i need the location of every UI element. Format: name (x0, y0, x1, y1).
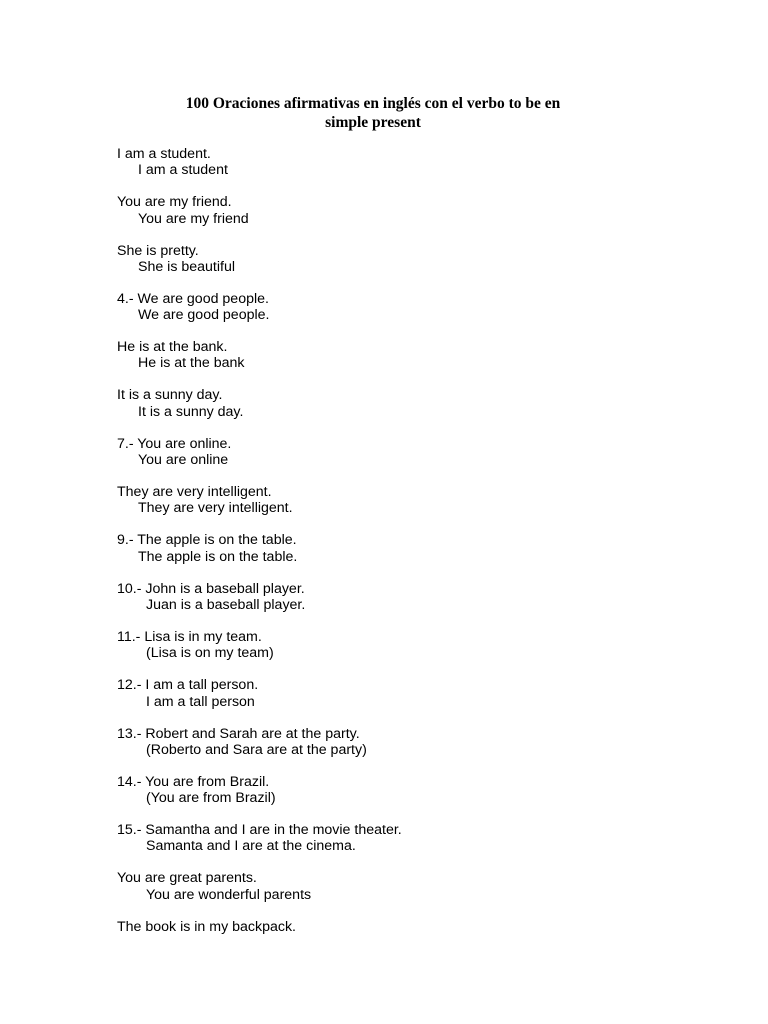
sentence-entry (117, 194, 677, 242)
sentence-entry (117, 581, 677, 629)
translation-sentence: I am a student (138, 162, 228, 179)
english-sentence: 9.- The apple is on the table. (117, 532, 297, 549)
sentence-entry (117, 532, 677, 580)
translation-sentence: (Lisa is on my team) (146, 645, 274, 662)
english-sentence: 15.- Samantha and I are in the movie theater. (117, 822, 402, 839)
translation-sentence: You are wonderful parents (146, 886, 312, 903)
english-sentence: You are my friend. (117, 194, 232, 211)
translation-sentence: Juan is a baseball player. (146, 596, 306, 613)
sentence-entry (117, 774, 677, 822)
translation-sentence: He is at the bank (138, 355, 245, 372)
document-title (140, 94, 606, 132)
english-sentence: 10.- John is a baseball player. (117, 580, 305, 597)
english-sentence: The book is in my backpack. (117, 918, 296, 935)
english-sentence: I am a student. (117, 146, 211, 162)
sentence-entry (117, 387, 677, 435)
sentence-entry (117, 726, 677, 774)
sentence-entry (117, 436, 677, 484)
sentence-entry (117, 243, 677, 291)
sentence-entry (117, 339, 677, 387)
translation-sentence: You are my friend (138, 210, 249, 227)
translation-sentence: She is beautiful (138, 258, 236, 275)
sentence-entry (117, 919, 677, 967)
sentence-entry (117, 291, 677, 339)
translation-sentence: (Roberto and Sara are at the party) (146, 741, 367, 758)
sentence-entry (117, 484, 677, 532)
sentence-list (117, 146, 677, 967)
sentence-entry (117, 677, 677, 725)
english-sentence: You are great parents. (117, 870, 257, 887)
english-sentence: 13.- Robert and Sarah are at the party. (117, 725, 360, 742)
translation-sentence: I am a tall person (146, 693, 255, 710)
english-sentence: It is a sunny day. (117, 387, 223, 404)
sentence-entry (117, 146, 677, 194)
translation-sentence: The apple is on the table. (138, 548, 298, 565)
sentence-entry (117, 870, 677, 918)
english-sentence: 11.- Lisa is in my team. (117, 628, 262, 645)
sentence-entry (117, 629, 677, 677)
english-sentence: They are very intelligent. (117, 484, 272, 501)
translation-sentence: Samanta and I are at the cinema. (146, 838, 356, 855)
translation-sentence: You are online (138, 452, 229, 469)
title-line-1: 100 Oraciones afirmativas en inglés con el verbo to be en (185, 95, 561, 112)
translation-sentence: (You are from Brazil) (146, 790, 276, 807)
english-sentence: 14.- You are from Brazil. (117, 773, 270, 790)
english-sentence: 4.- We are good people. (117, 290, 269, 307)
translation-sentence: We are good people. (138, 307, 270, 324)
title-line-2: simple present (325, 114, 421, 131)
english-sentence: 7.- You are online. (117, 435, 232, 452)
translation-sentence: They are very intelligent. (138, 500, 293, 517)
translation-sentence: It is a sunny day. (138, 403, 244, 420)
english-sentence: She is pretty. (117, 242, 199, 259)
sentence-entry (117, 822, 677, 870)
english-sentence: 12.- I am a tall person. (117, 677, 259, 694)
english-sentence: He is at the bank. (117, 339, 228, 356)
